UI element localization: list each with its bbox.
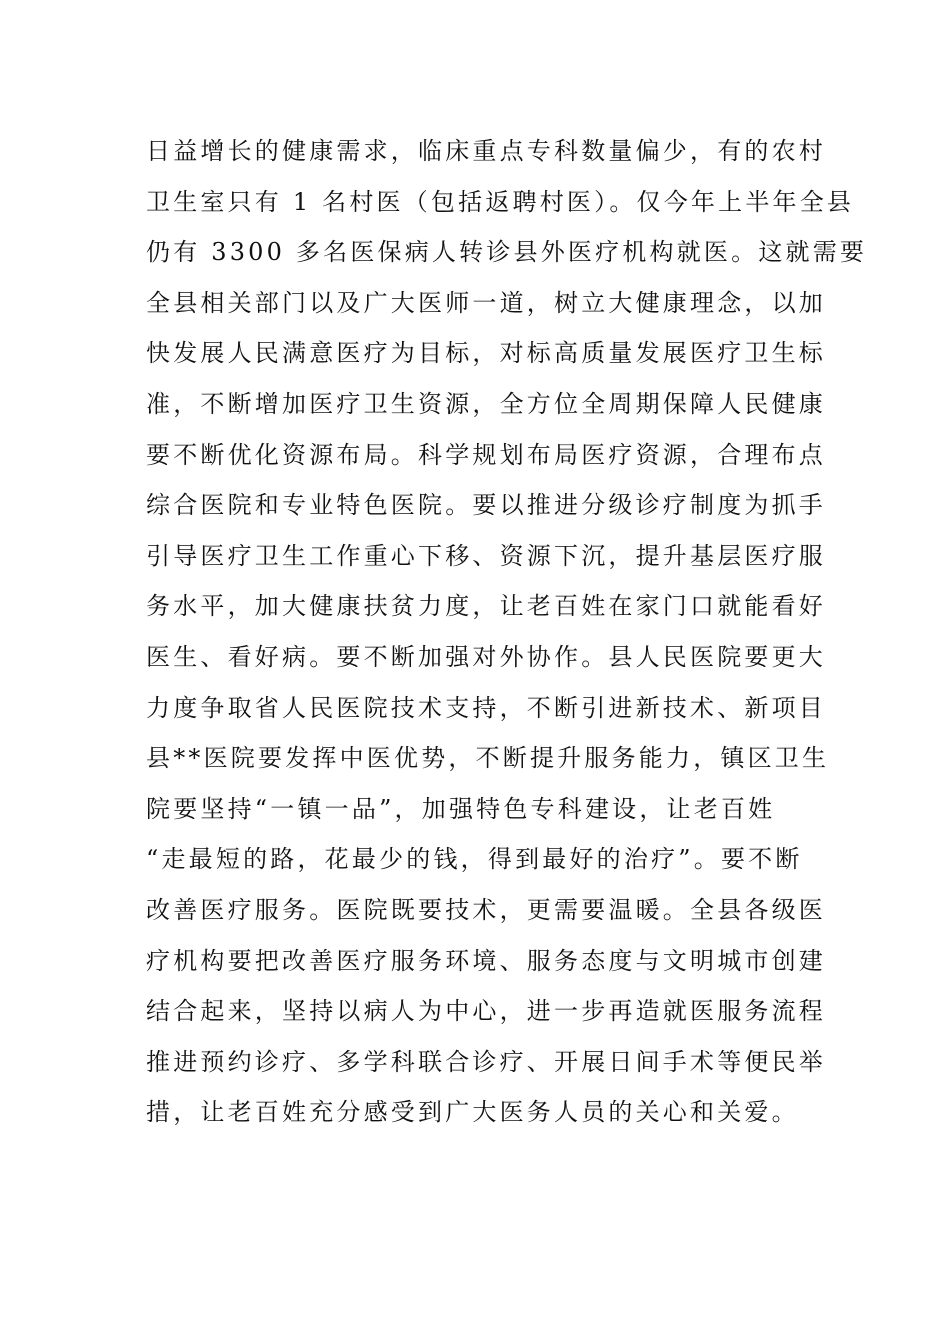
text-line: 结合起来，坚持以病人为中心，进一步再造就医服务流程: [146, 997, 826, 1026]
text-line: 疗机构要把改善医疗服务环境、服务态度与文明城市创建: [146, 946, 826, 975]
text-line: 县**医院要发挥中医优势，不断提升服务能力，镇区卫生: [146, 744, 830, 773]
text-line: 院要坚持“一镇一品”，加强特色专科建设，让老百姓: [146, 794, 776, 823]
text-line: 综合医院和专业特色医院。要以推进分级诊疗制度为抓手: [146, 491, 826, 520]
text-line: “走最短的路，花最少的钱，得到最好的治疗”。要不断: [146, 845, 803, 874]
text-line: 引导医疗卫生工作重心下移、资源下沉，提升基层医疗服: [146, 541, 826, 570]
text-line: 措，让老百姓充分感受到广大医务人员的关心和关爱。: [146, 1098, 799, 1127]
text-line: 全县相关部门以及广大医师一道，树立大健康理念，以加: [146, 288, 826, 317]
text-line: 改善医疗服务。医院既要技术，更需要温暖。全县各级医: [146, 895, 826, 924]
text-line: 快发展人民满意医疗为目标，对标高质量发展医疗卫生标: [146, 339, 826, 368]
text-line: 仍有 3300 多名医保病人转诊县外医疗机构就医。这就需要: [146, 238, 868, 267]
text-line: 要不断优化资源布局。科学规划布局医疗资源，合理布点: [146, 440, 826, 469]
text-line: 日益增长的健康需求，临床重点专科数量偏少，有的农村: [146, 137, 826, 165]
text-line: 卫生室只有 1 名村医（包括返聘村医）。仅今年上半年全县: [146, 187, 855, 216]
body-paragraph: [146, 126, 868, 1138]
text-line: 务水平，加大健康扶贫力度，让老百姓在家门口就能看好: [146, 592, 826, 621]
text-line: 医生、看好病。要不断加强对外协作。县人民医院要更大: [146, 642, 826, 671]
text-line: 推进预约诊疗、多学科联合诊疗、开展日间手术等便民举: [146, 1047, 826, 1076]
text-line: 力度争取省人民医院技术支持，不断引进新技术、新项目: [146, 693, 826, 722]
text-line: 准，不断增加医疗卫生资源，全方位全周期保障人民健康: [146, 389, 826, 418]
